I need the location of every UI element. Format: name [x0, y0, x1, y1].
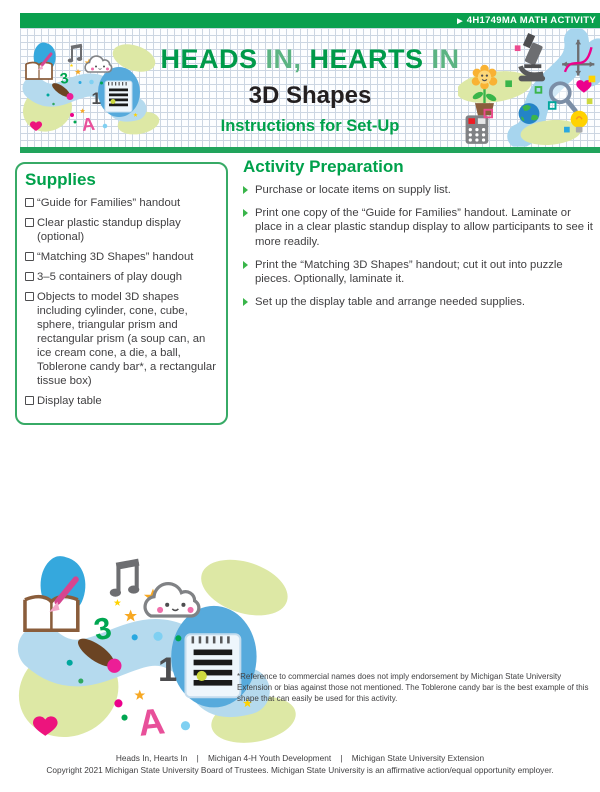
preparation-item-label: Print one copy of the “Guide for Families” handout. Laminate or place in a clear plastic standup display to allow participants to see it more readily. [255, 206, 593, 249]
bullet-arrow-icon [243, 298, 248, 306]
supply-item [25, 250, 219, 264]
header-right-illustration [458, 28, 600, 147]
bullet-arrow-icon [243, 209, 248, 217]
page-title [160, 44, 459, 75]
preparation-item-label: Print the “Matching 3D Shapes” handout; cut it out into puzzle pieces. Optionally, laminate it. [255, 258, 563, 286]
page-subtitle: 3D Shapes [248, 81, 372, 109]
footer-line1: Heads In, Hearts In | Michigan 4-H Youth Development | Michigan State University Extension [115, 753, 485, 763]
preparation-item [243, 295, 593, 310]
supply-item-label: Objects to model 3D shapes including cylinder, cone, cube, sphere, triangular prism and rectangular prism (a soup can, an ice cream cone, a die, a ball, Toblerone candy bar*, a rectangular tissue box) [37, 291, 216, 387]
bullet-arrow-icon [243, 261, 248, 269]
supply-item [25, 196, 219, 210]
preparation-item-label: Purchase or locate items on supply list. [255, 184, 451, 196]
title-in1: IN, [257, 43, 310, 74]
footer-line2: Copyright 2021 Michigan State University Board of Trustees. Michigan State University is an affirmative action/equal opportunity employer. [46, 764, 554, 775]
supply-item [25, 270, 219, 284]
green-divider [20, 147, 600, 153]
supply-item [25, 394, 219, 408]
checkbox-icon [25, 218, 34, 227]
supply-item-label: Clear plastic standup display (optional) [37, 217, 181, 243]
footnote: *Reference to commercial names does not imply endorsement by Michigan State University Extension or bias against those not mentioned. The Toblerone candy bar is the best example of this shape that can easily be used for this activity. [237, 672, 589, 703]
title-in2: IN [423, 43, 460, 74]
supply-item [25, 216, 219, 244]
title-heads: HEADS [160, 43, 258, 74]
supply-item-label: 3–5 containers of play dough [37, 271, 183, 283]
title-hearts: HEARTS [309, 43, 424, 74]
supply-item-label: “Matching 3D Shapes” handout [37, 251, 194, 263]
top-banner [20, 13, 600, 28]
header [20, 28, 600, 147]
checkbox-icon [25, 252, 34, 261]
checkbox-icon [25, 292, 34, 301]
preparation-item [243, 183, 593, 198]
page-tagline: Instructions for Set-Up [220, 116, 400, 135]
bullet-arrow-icon [243, 186, 248, 194]
footer [0, 753, 600, 776]
supplies-box [15, 162, 228, 425]
supplies-list [25, 196, 219, 408]
supply-item [25, 290, 219, 388]
header-left-illustration [20, 29, 160, 146]
preparation-list [243, 183, 593, 310]
preparation-item-label: Set up the display table and arrange needed supplies. [255, 296, 526, 309]
banner-arrow-icon: ▶ [457, 17, 463, 25]
supply-item-label: Display table [37, 395, 102, 407]
preparation-heading: Activity Preparation [243, 157, 404, 176]
checkbox-icon [25, 396, 34, 405]
header-titles [160, 28, 460, 147]
checkbox-icon [25, 272, 34, 281]
bottom-illustration [12, 551, 298, 744]
preparation-item [243, 258, 593, 287]
banner-label: 4H1749MA MATH ACTIVITY [466, 15, 596, 26]
preparation-section [243, 157, 593, 318]
supply-item-label: “Guide for Families” handout [37, 197, 181, 209]
checkbox-icon [25, 198, 34, 207]
preparation-item [243, 206, 593, 250]
supplies-heading: Supplies [25, 170, 96, 189]
